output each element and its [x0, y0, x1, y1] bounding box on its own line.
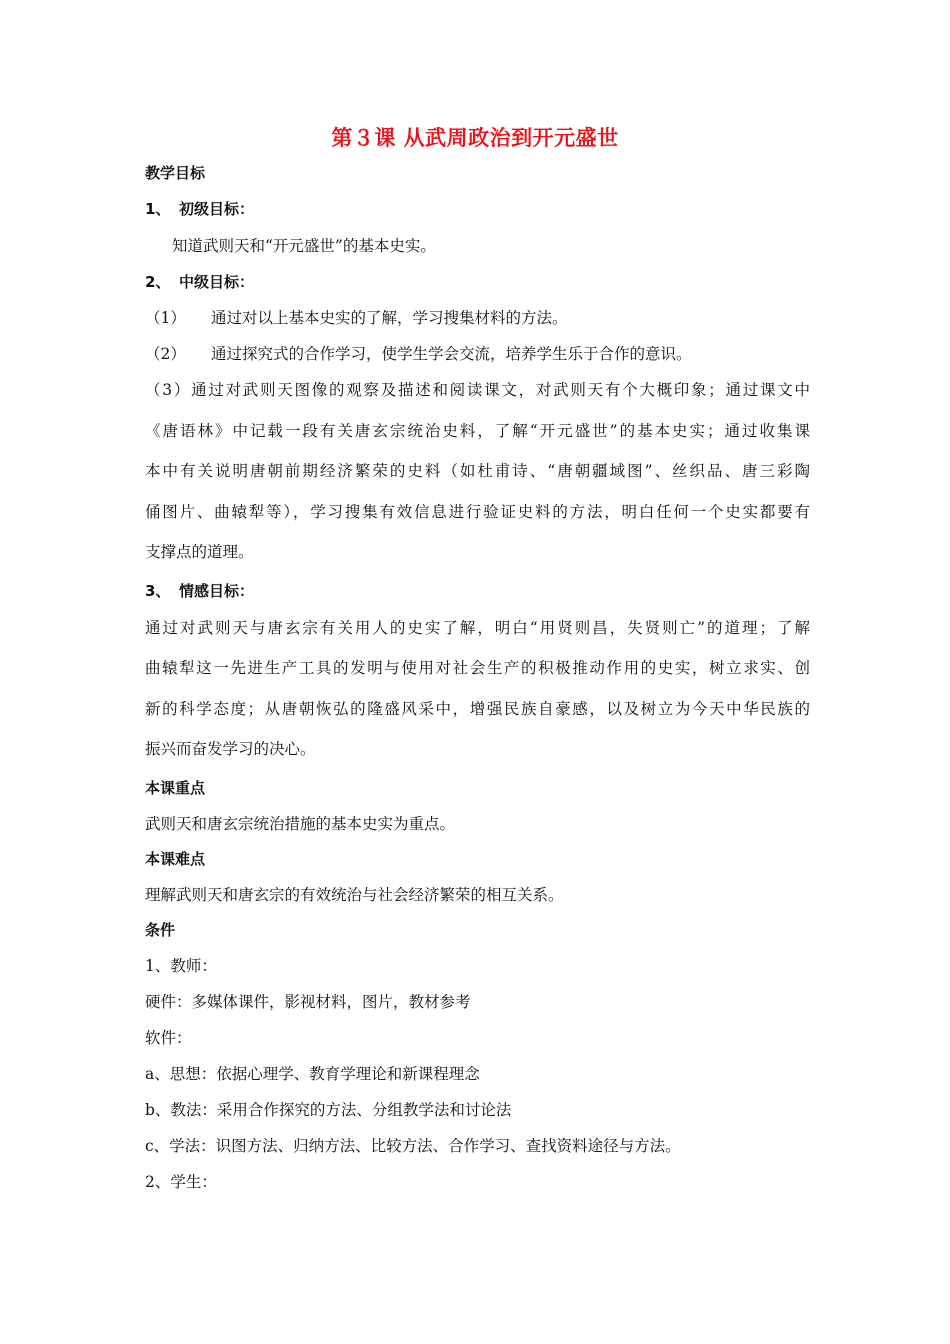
- difficulty-text: 理解武则天和唐玄宗的有效统治与社会经济繁荣的相互关系。: [145, 886, 564, 904]
- conditions-software-c: c、学法：识图方法、归纳方法、比较方法、合作学习、查找资料途径与方法。: [145, 1137, 681, 1155]
- goal-2-heading: [145, 272, 810, 292]
- goal-2-item-2: [145, 344, 810, 364]
- goal-2-item-3-line: 俑图片、曲辕犁等），学习搜集有效信息进行验证史料的方法，明白任何一个史实都要有: [145, 503, 810, 521]
- goal-2-item-1: [145, 308, 810, 328]
- goal-2-item-3-line: 支撑点的道理。: [145, 543, 254, 561]
- goal-3-number: 3、: [145, 582, 171, 600]
- conditions-software-a: a、思想：依据心理学、教育学理论和新课程理念: [145, 1065, 480, 1083]
- heading-teaching-goals: 教学目标: [145, 164, 206, 182]
- goal-2-item-1-number: （1）: [145, 309, 186, 327]
- goal-3-label: 情感目标：: [179, 582, 255, 600]
- conditions-teacher: 1、教师：: [145, 957, 217, 975]
- goal-3-line: 振兴而奋发学习的决心。: [145, 740, 316, 758]
- goal-2-item-3-line: （3）通过对武则天图像的观察及描述和阅读课文，对武则天有个大概印象；通过课文中: [145, 381, 810, 399]
- goal-1-number: 1、: [145, 200, 171, 218]
- goal-3-heading: [145, 581, 810, 601]
- conditions-hardware: 硬件：多媒体课件，影视材料，图片，教材参考: [145, 993, 471, 1011]
- conditions-software: 软件：: [145, 1029, 192, 1047]
- heading-conditions: 条件: [145, 921, 176, 939]
- goal-1-text: 知道武则天和“开元盛世”的基本史实。: [172, 237, 436, 255]
- heading-difficulty: 本课难点: [145, 850, 206, 868]
- key-point-text: 武则天和唐玄宗统治措施的基本史实为重点。: [145, 815, 456, 833]
- goal-3-line: 新的科学态度；从唐朝恢弘的隆盛风采中，增强民族自豪感，以及树立为今天中华民族的: [145, 700, 810, 718]
- goal-1-heading: [145, 199, 810, 219]
- goal-2-item-1-text: 通过对以上基本史实的了解，学习搜集材料的方法。: [211, 309, 568, 327]
- goal-2-number: 2、: [145, 273, 171, 291]
- conditions-student: 2、学生：: [145, 1173, 217, 1191]
- lesson-title: 第３课 从武周政治到开元盛世: [331, 126, 619, 150]
- goal-1-label: 初级目标：: [179, 200, 255, 218]
- goal-3-line: 通过对武则天与唐玄宗有关用人的史实了解，明白“用贤则昌，失贤则亡”的道理；了解: [145, 619, 810, 637]
- goal-2-item-3-line: 本中有关说明唐朝前期经济繁荣的史料（如杜甫诗、“唐朝疆域图”、丝织品、唐三彩陶: [145, 462, 810, 480]
- goal-2-item-3-line: 《唐语林》中记载一段有关唐玄宗统治史料，了解“开元盛世”的基本史实；通过收集课: [145, 422, 810, 440]
- goal-2-label: 中级目标：: [179, 273, 255, 291]
- goal-3-line: 曲辕犁这一先进生产工具的发明与使用对社会生产的积极推动作用的史实，树立求实、创: [145, 659, 810, 677]
- goal-2-item-2-number: （2）: [145, 345, 186, 363]
- heading-key-point: 本课重点: [145, 779, 206, 797]
- conditions-software-b: b、教法：采用合作探究的方法、分组教学法和讨论法: [145, 1101, 512, 1119]
- goal-2-item-2-text: 通过探究式的合作学习，使学生学会交流，培养学生乐于合作的意识。: [211, 345, 692, 363]
